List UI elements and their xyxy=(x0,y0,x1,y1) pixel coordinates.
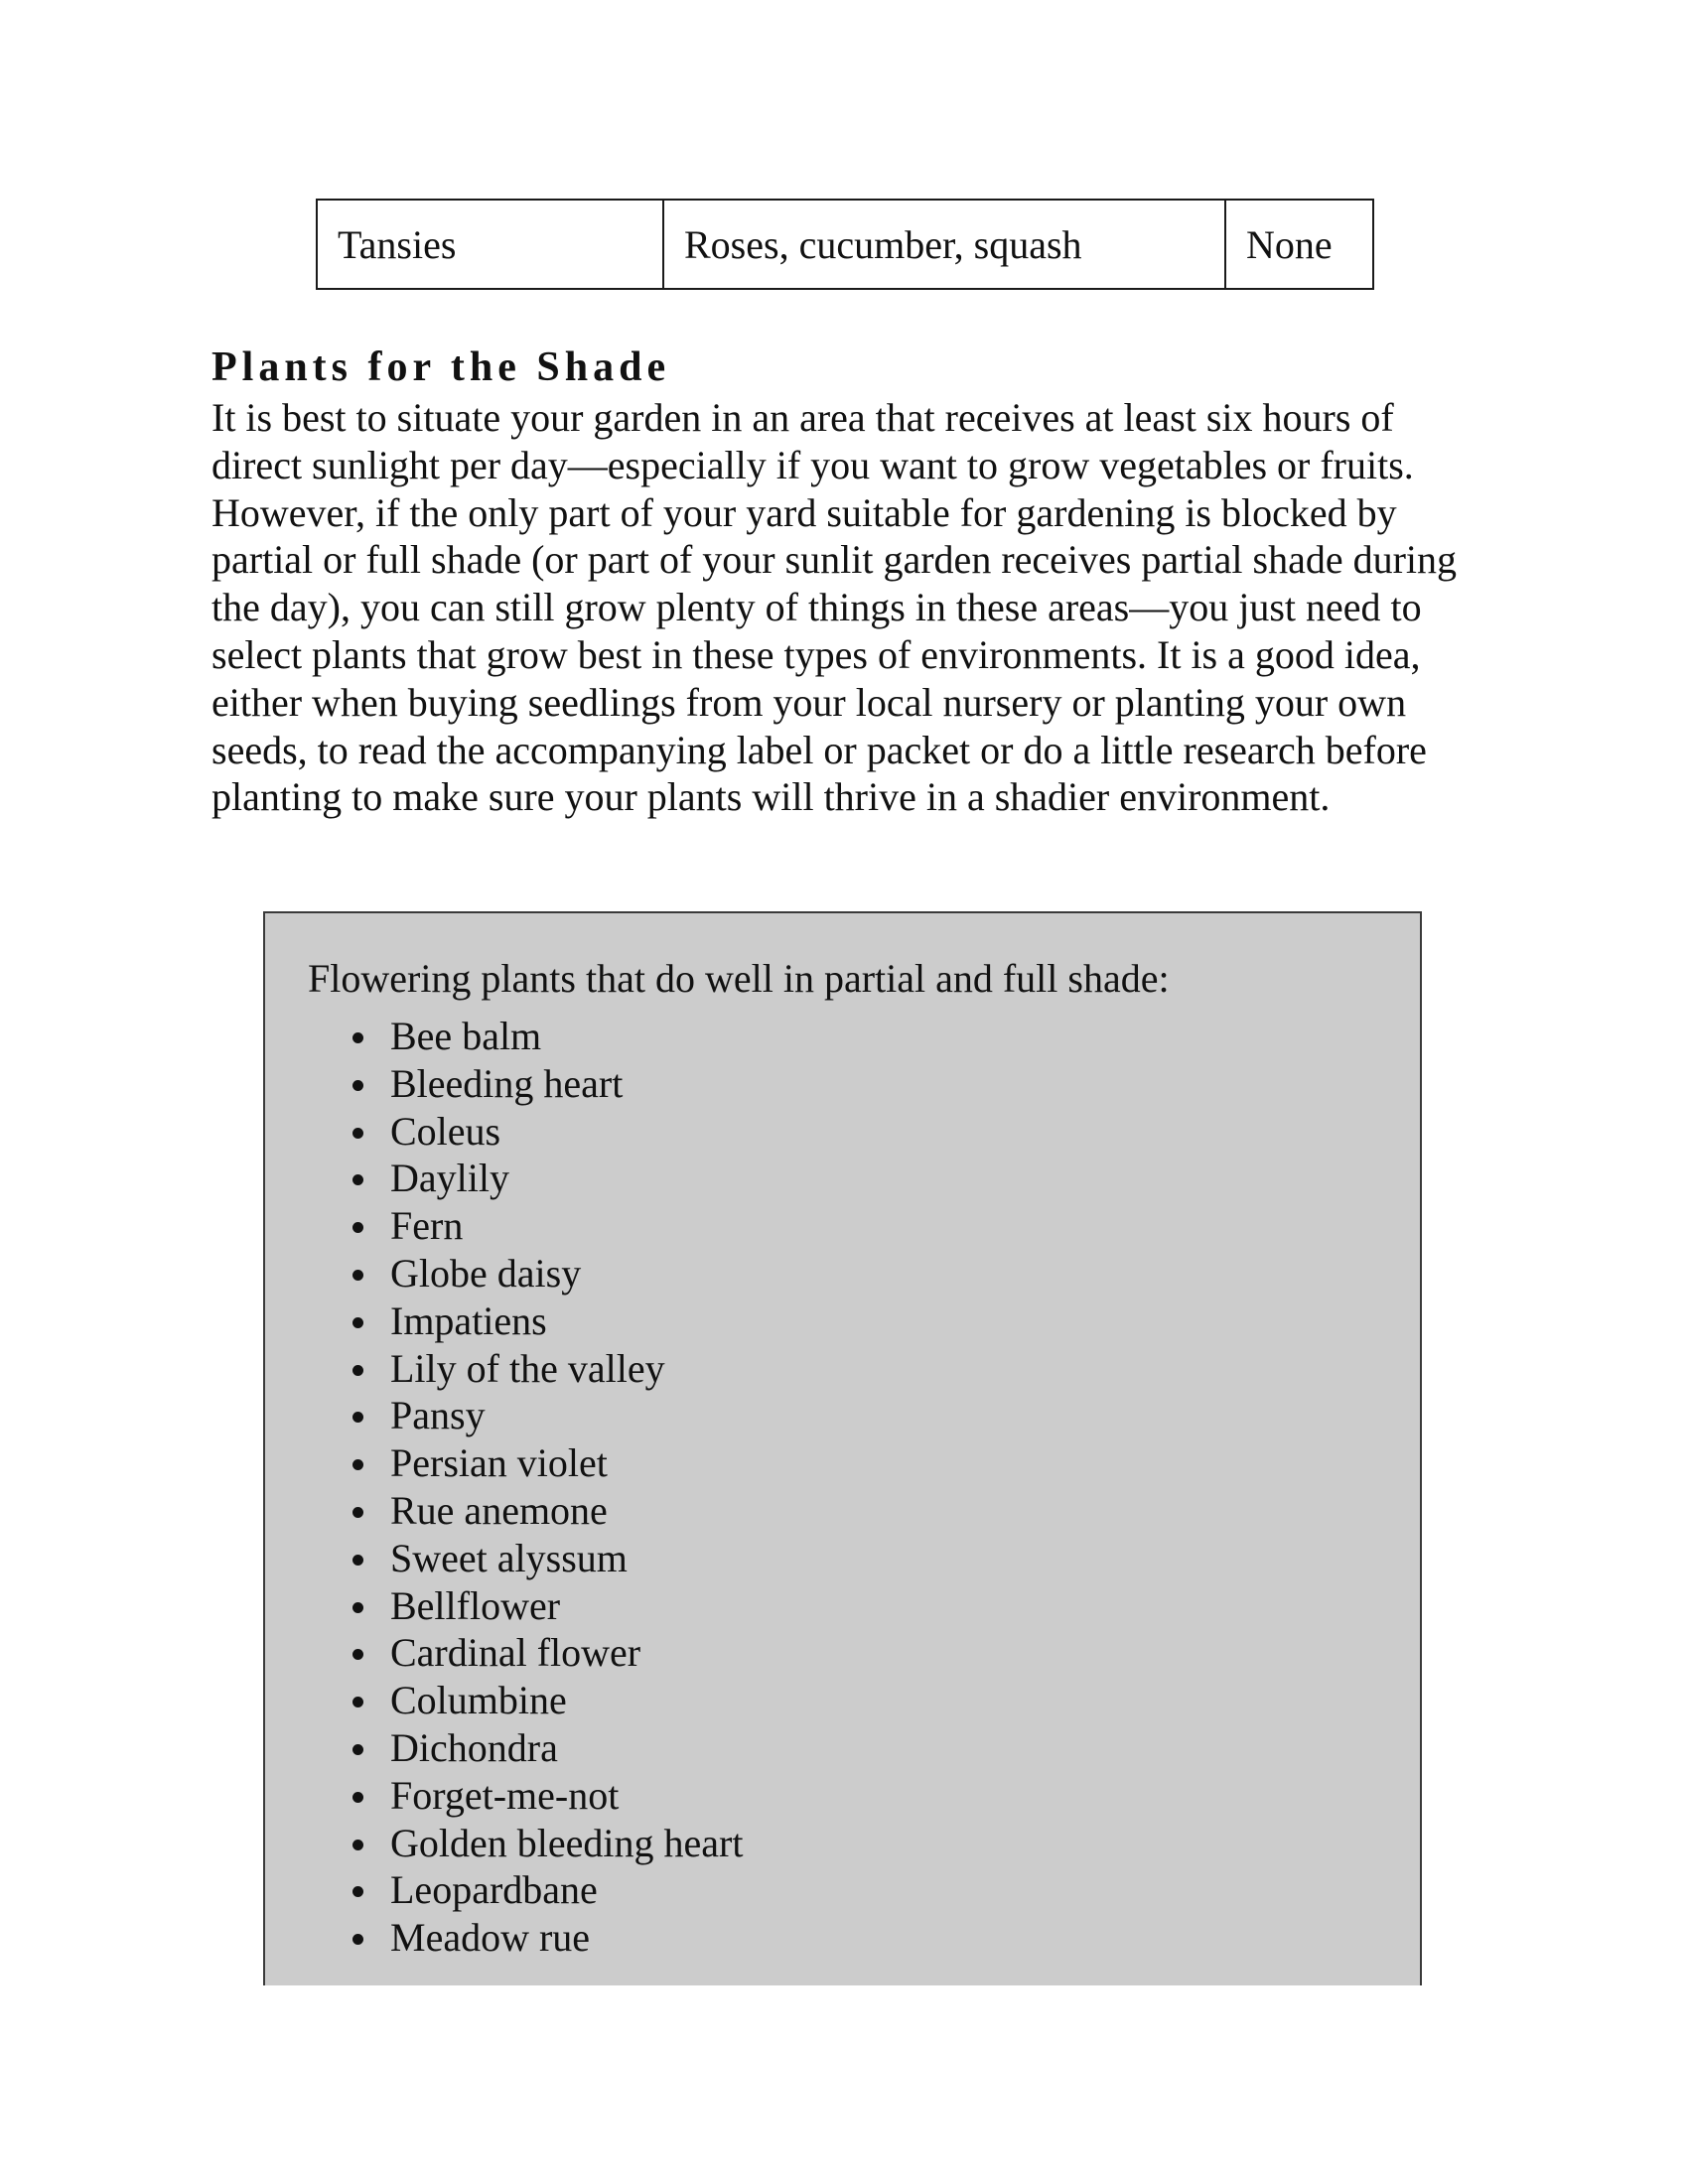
bullet-icon xyxy=(352,1032,363,1043)
bullet-icon xyxy=(352,1840,363,1850)
list-item xyxy=(265,1866,743,1914)
bullet-icon xyxy=(352,1222,363,1233)
list-item xyxy=(265,1724,743,1772)
avoid-cell: None xyxy=(1225,200,1373,289)
list-item-label: Bellflower xyxy=(390,1582,561,1628)
list-item xyxy=(265,1772,743,1820)
list-item xyxy=(265,1345,743,1393)
list-item-label: Coleus xyxy=(390,1108,501,1154)
companions-cell: Roses, cucumber, squash xyxy=(663,200,1225,289)
list-item-label: Globe daisy xyxy=(390,1250,582,1296)
list-item-label: Forget-me-not xyxy=(390,1772,620,1818)
bullet-icon xyxy=(352,1697,363,1707)
list-item xyxy=(265,1202,743,1250)
bullet-icon xyxy=(352,1507,363,1518)
list-item-label: Impatiens xyxy=(390,1297,547,1343)
list-item-label: Rue anemone xyxy=(390,1487,608,1533)
table-row xyxy=(317,200,1373,289)
list-item-label: Leopardbane xyxy=(390,1867,598,1913)
bullet-icon xyxy=(352,1365,363,1376)
list-item-label: Bee balm xyxy=(390,1014,542,1058)
bullet-icon xyxy=(352,1080,363,1091)
list-item xyxy=(265,1392,743,1439)
list-item xyxy=(265,1250,743,1297)
bullet-icon xyxy=(352,1317,363,1328)
list-item-label: Sweet alyssum xyxy=(390,1535,628,1580)
plant-list xyxy=(265,1013,743,1962)
list-item-label: Cardinal flower xyxy=(390,1630,641,1676)
list-item xyxy=(265,1297,743,1345)
section-heading: Plants for the Shade xyxy=(211,344,671,390)
list-item-label: Golden bleeding heart xyxy=(390,1820,744,1865)
list-item xyxy=(265,1820,743,1867)
list-item xyxy=(265,1108,743,1156)
bullet-icon xyxy=(352,1602,363,1613)
bullet-icon xyxy=(352,1792,363,1803)
intro-paragraph: It is best to situate your garden in an area that receives at least six hours of direct sunlight per day—especially if you want to grow vegetables or fruits. However, if the only part of your yard suitable for gardening is blocked by partial or full shade (or part of your sunlit garden receives partial shade during the day), you can still grow plenty of things in these areas—you just need to select plants that grow best in these types of environments. It is a good idea, either when buying seedlings from your local nursery or planting your own seeds, to read the accompanying label or packet or do a little research before planting to make sure your plants will thrive in a shadier environment. xyxy=(211,395,1458,820)
list-item-label: Bleeding heart xyxy=(390,1060,624,1106)
list-item xyxy=(265,1060,743,1108)
bullet-icon xyxy=(352,1174,363,1185)
bullet-icon xyxy=(352,1555,363,1566)
list-item-label: Meadow rue xyxy=(390,1915,591,1961)
list-item-label: Daylily xyxy=(390,1156,509,1201)
list-item-label: Dichondra xyxy=(390,1724,558,1770)
list-item xyxy=(265,1582,743,1630)
list-item xyxy=(265,1439,743,1487)
box-title: Flowering plants that do well in partial and full shade: xyxy=(308,956,1170,1001)
bullet-icon xyxy=(352,1886,363,1897)
bullet-icon xyxy=(352,1459,363,1470)
bullet-icon xyxy=(352,1270,363,1281)
bullet-icon xyxy=(352,1649,363,1660)
list-item xyxy=(265,1013,743,1060)
shade-plants-box xyxy=(263,911,1422,1985)
bullet-icon xyxy=(352,1412,363,1423)
list-item-label: Persian violet xyxy=(390,1440,608,1486)
list-item xyxy=(265,1629,743,1677)
bullet-icon xyxy=(352,1128,363,1139)
list-item-label: Columbine xyxy=(390,1678,567,1723)
list-item-label: Fern xyxy=(390,1203,464,1249)
bullet-icon xyxy=(352,1744,363,1755)
list-item xyxy=(265,1535,743,1582)
list-item xyxy=(265,1677,743,1724)
list-item-label: Lily of the valley xyxy=(390,1345,665,1391)
list-item xyxy=(265,1155,743,1202)
list-item xyxy=(265,1487,743,1535)
bullet-icon xyxy=(352,1934,363,1945)
plant-cell: Tansies xyxy=(317,200,663,289)
list-item-label: Pansy xyxy=(390,1393,486,1438)
list-item xyxy=(265,1914,743,1962)
companion-plant-table xyxy=(316,199,1374,290)
